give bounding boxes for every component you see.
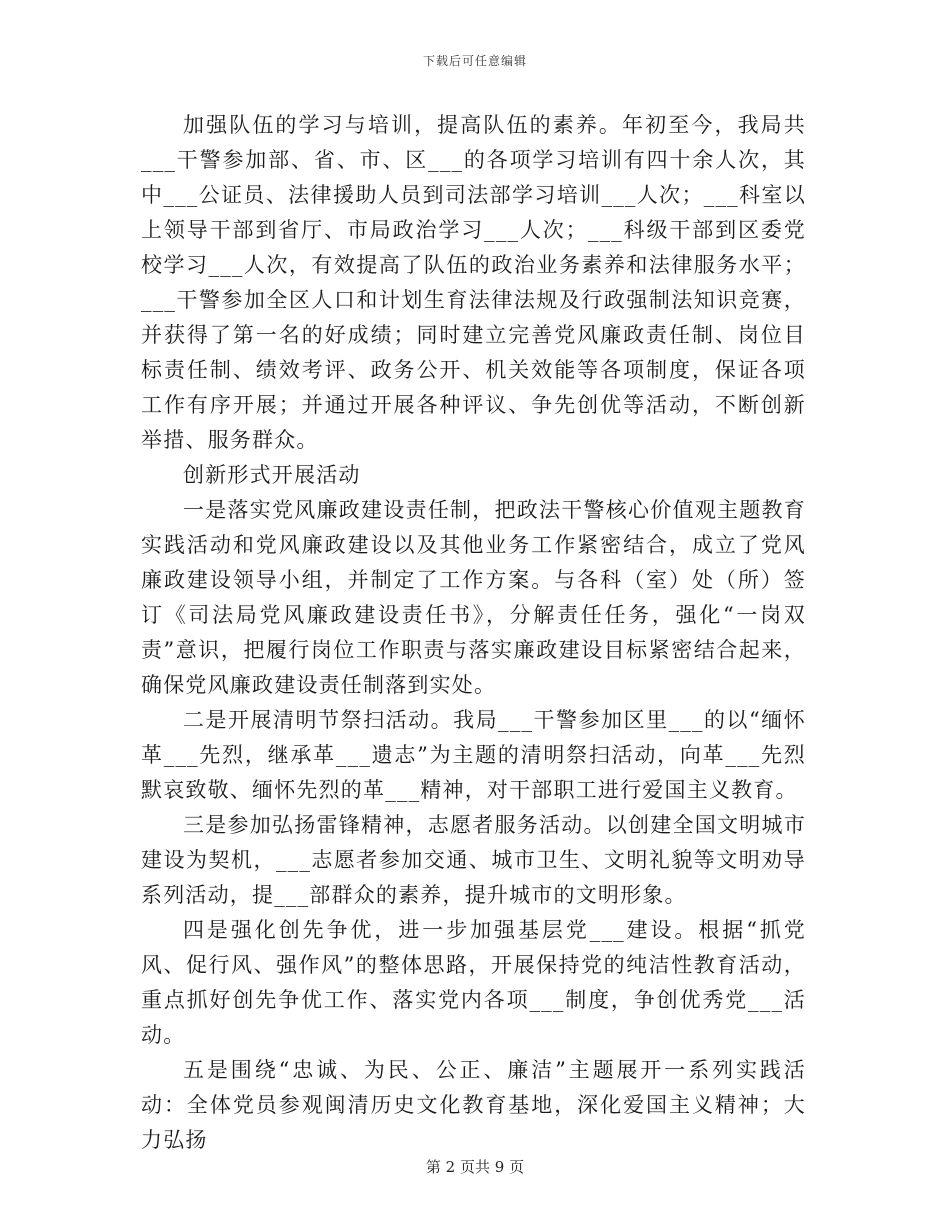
paragraph-item-2: 二是开展清明节祭扫活动。我局___干警参加区里___的以“缅怀革___先烈，继承革___遗志”为主题的清明祭扫活动，向革___先烈默哀致敬、缅怀先烈的革___精神，对干部职工进行爱国主义教育。 [141, 708, 806, 802]
paragraph-item-5: 五是围绕“忠诚、为民、公正、廉洁”主题展开一系列实践活动：全体党员参观闽清历史文化教育基地，深化爱国主义精神；大力弘扬 [141, 1058, 806, 1152]
paragraph-training: 加强队伍的学习与培训，提高队伍的素养。年初至今，我局共___干警参加部、省、市、区___的各项学习培训有四十余人次，其中___公证员、法律援助人员到司法部学习培训___人次；___科室以上领导干部到省厅、市局政治学习___人次；___科级干部到区委党校学习___人次，有效提高了队伍的政治业务素养和法律服务水平；___干警参加全区人口和计划生育法律法规及行政强制法知识竞赛，并获得了第一名的好成绩；同时建立完善党风廉政责任制、岗位目标责任制、绩效考评、政务公开、机关效能等各项制度，保证各项工作有序开展；并通过开展各种评议、争先创优等活动，不断创新举措、服务群众。 [141, 113, 806, 452]
page-header: 下载后可任意编辑 [422, 54, 527, 68]
document-body [141, 108, 806, 1158]
paragraph-item-4: 四是强化创先争优，进一步加强基层党___建设。根据“抓党风、促行风、强作风”的整体思路，开展保持党的纯洁性教育活动，重点抓好创先争优工作、落实党内各项___制度，争创优秀党___活动。 [141, 918, 806, 1047]
page-number: 第 2 页共 9 页 [425, 1158, 525, 1176]
section-heading: 创新形式开展活动 [183, 463, 361, 487]
paragraph-item-1: 一是落实党风廉政建设责任制，把政法干警核心价值观主题教育实践活动和党风廉政建设以及其他业务工作紧密结合，成立了党风廉政建设领导小组，并制定了工作方案。与各科（室）处（所）签订《司法局党风廉政建设责任书》，分解责任任务，强化“一岗双责”意识，把履行岗位工作职责与落实廉政建设目标紧密结合起来，确保党风廉政建设责任制落到实处。 [141, 498, 806, 697]
paragraph-item-3: 三是参加弘扬雷锋精神，志愿者服务活动。以创建全国文明城市建设为契机，___志愿者参加交通、城市卫生、文明礼貌等文明劝导系列活动，提___部群众的素养，提升城市的文明形象。 [141, 813, 806, 907]
